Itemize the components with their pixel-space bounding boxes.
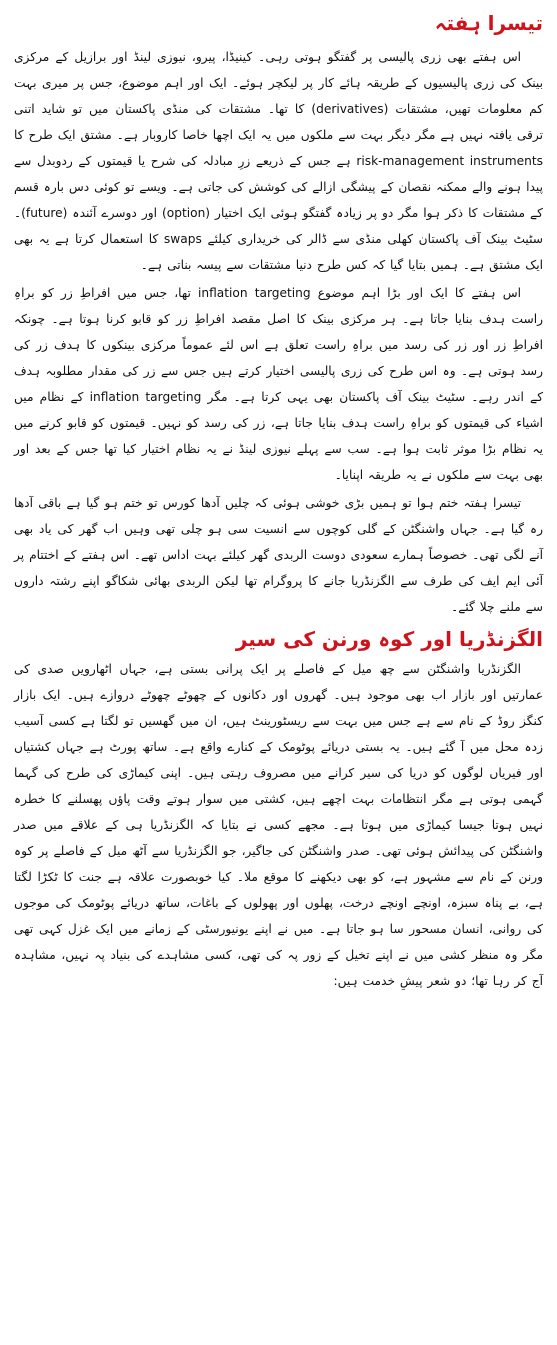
section-title-alexandria-trip: الگزنڈریا اور کوہ ورنن کی سیر — [235, 627, 543, 651]
paragraph-inflation-targeting: اس ہفتے کا ایک اور بڑا اہم موضوع inflation targeting تھا، جس میں افراطِ زر کو براہِ راست ہدف بنایا جاتا ہے۔ ہر مرکزی بینک کا اصل مقصد افراطِ زر کو قابو کرنا ہوتا ہے۔ چونکہ افراطِ زر اور زر کی رسد میں براہِ راست تعلق ہے اس لئے عموماً مرکزی بینکوں کا ہدف زر کی رسد ہوتی ہے۔ وہ اس طرح کی زری پالیسی اختیار کرتے ہیں جس سے زر کی مقدار مطلوبہ ہدف کے اندر رہے۔ سٹیٹ بینک آف پاکستان بھی یہی کرتا ہے۔ مگر inflation targeting کے نظام میں اشیاء کی قیمتوں کو براہِ راست ہدف بنایا جاتا ہے، زر کی رسد کو نہیں۔ قیمتوں کو قابو کرنے میں یہ نظام بڑا موثر ثابت ہوا ہے۔ سب سے پہلے نیوزی لینڈ نے یہ نظام اختیار کیا تھا جس کے بعد اور بھی بہت سے ملکوں نے یہ طریقہ اپنایا۔ — [14, 286, 543, 482]
paragraph-alexandria: الگزنڈریا واشنگٹن سے چھ میل کے فاصلے پر ایک پرانی بستی ہے، جہاں اٹھارویں صدی کی عمارتیں اور بازار اب بھی موجود ہیں۔ گھروں اور دکانوں کے چھوٹے چھوٹے دروازے ہیں۔ ایک بازار کنگز روڈ کے نام سے ہے جس میں بہت سے ریسٹورینٹ ہیں، ان میں گھسیں تو لگتا ہے کسی آسیب زدہ محل میں آ گئے ہیں۔ یہ بستی دریائے پوٹومک کے کنارے واقع ہے۔ ساتھ پورٹ ہے جہاں کشتیاں اور فیریاں لوگوں کو دریا کی سیر کرانے میں مصروف رہتی ہیں۔ اپنی کیماڑی کی طرح کی گہما گہمی ہوتی ہے مگر انتظامات بہت اچھے ہیں، کشتی میں سوار ہوتے وقت پاؤں پھسلنے کا خطرہ نہیں ہوتا جیسا کیماڑی میں ہوتا ہے۔ مجھے کسی نے بتایا کہ الگزنڈریا ہی کے علاقے میں صدر واشنگٹن کی پیدائش ہوئی تھی۔ صدر واشنگٹن کی جاگیر، جو الگزنڈریا سے آٹھ میل کے فاصلے پر کوہ ورنن کے نام سے مشہور ہے، کو بھی دیکھنے کا موقع ملا۔ کیا خوبصورت علاقہ ہے جنت کا ٹکڑا لگتا ہے، بے پناہ سبزہ، اونچے اونچے درخت، پھلوں اور پھولوں کے باغات، ساتھ دریائے پوٹومک کی موجوں کی روانی، انسان مسحور سا ہو جاتا ہے۔ میں نے اپنے یونیورسٹی کے زمانے میں ایک غزل کہی تھی مگر وہ منظر کشی میں نے اپنے تخیل کے زور پہ کی تھی، کسی مشاہدے کی بنیاد پہ نہیں، مشاہدہ آج کر رہا تھا؛ دو شعر پیشِ خدمت ہیں: — [14, 662, 543, 988]
section-title-third-week: تیسرا ہفتہ — [434, 11, 543, 35]
paragraph-derivatives: اس ہفتے بھی زری پالیسی پر گفتگو ہوتی رہی۔ کینیڈا، پیرو، نیوزی لینڈ اور برازیل کے مرکزی بینک کی زری پالیسیوں کے طریقہ ہائے کار پر لیکچر ہوئے۔ ایک اور اہم موضوع، جس پر میری بہت کم معلومات تھیں، مشتقات (derivatives) کا تھا۔ مشتقات کی منڈی پاکستان میں تو شاید اتنی ترقی یافتہ نہیں ہے مگر دیگر بہت سے ملکوں میں یہ ایک اچھا خاصا کاروبار ہے۔ مشتق ایک طرح کا risk-management instruments ہے جس کے ذریعے زرِ مبادلہ کی شرح یا قیمتوں کے ردوبدل سے پیدا ہونے والے ممکنہ نقصان کے پیشگی ازالے کی کوشش کی جاتی ہے۔ ویسے تو کوئی دس بارہ قسم کے مشتقات کا ذکر ہوا مگر دو پر زیادہ گفتگو ہوئی ایک اختیار (option) اور دوسرے آئندہ (future)۔ سٹیٹ بینک آف پاکستان کھلی منڈی سے ڈالر کی خریداری کیلئے swaps کا استعمال کرتا ہے یہ بھی ایک مشتق ہے۔ ہمیں بتایا گیا کہ کس طرح دنیا مشتقات سے پیسہ بناتی ہے۔ — [14, 50, 544, 272]
paragraph-week-end: تیسرا ہفتہ ختم ہوا تو ہمیں بڑی خوشی ہوئی کہ چلیں آدھا کورس تو ختم ہو گیا ہے باقی آدھا رہ گیا ہے۔ جہاں واشنگٹن کے گلی کوچوں سے انسیت سی ہو چلی تھی وہیں اب گھر کی یاد بھی آنے لگی تھی۔ خصوصاً ہمارے سعودی دوست الربدی گھر کیلئے بہت اداس تھے۔ اس ہفتے کے اختتام پر آئی ایم ایف کی طرف سے الگزنڈریا جانے کا پروگرام تھا لیکن الربدی بھائی شکاگو اپنے رشتہ داروں سے ملنے چلا گئے۔ — [14, 496, 543, 614]
